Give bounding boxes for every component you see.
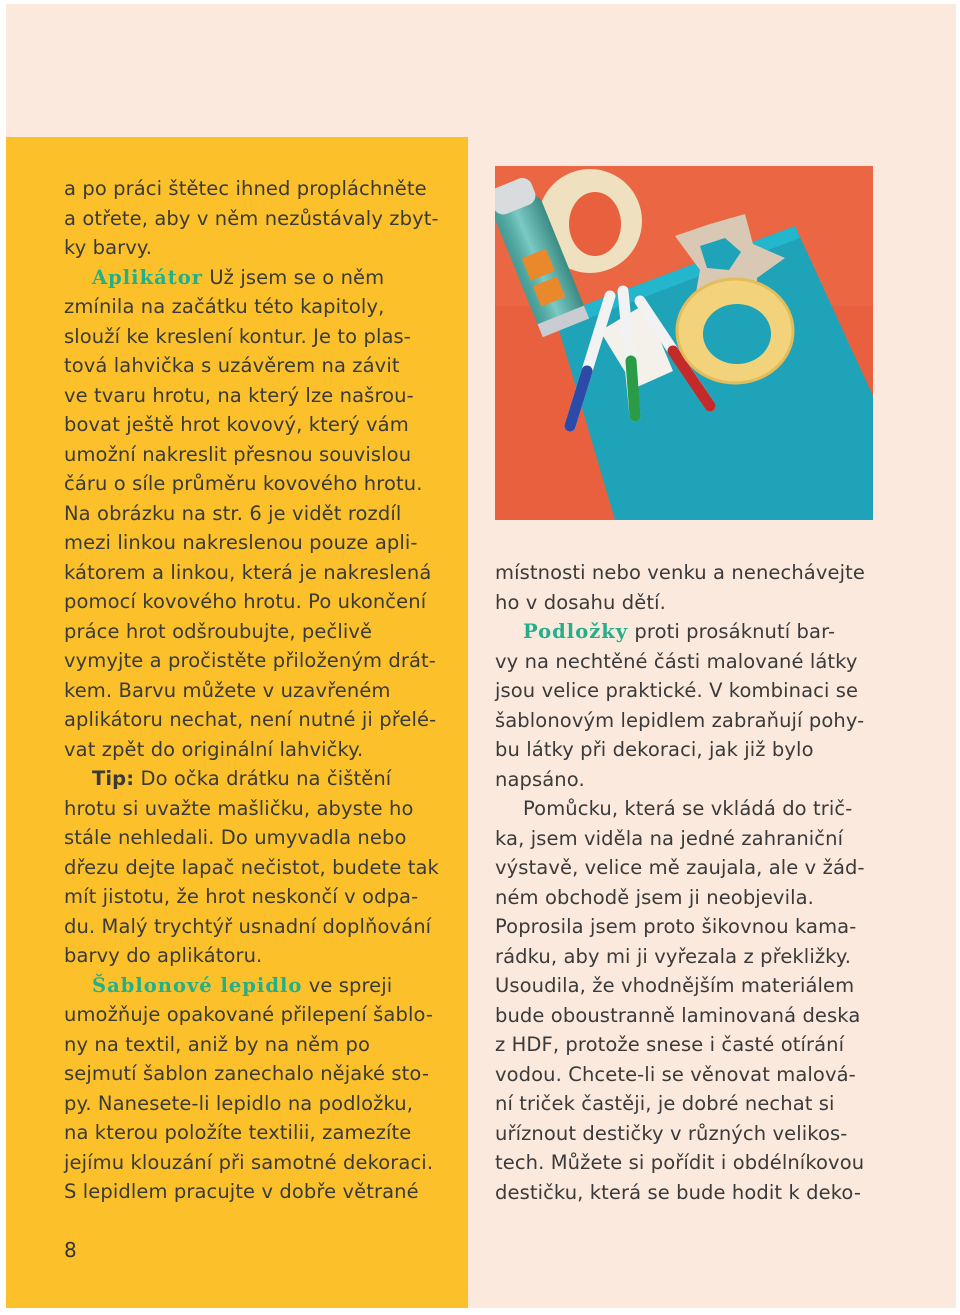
paragraph-tshirt-board: Pomůcku, která se vkládá do trič- ka, jsem viděla na jedné zahraniční výstavě, velice mě zaujala, ale v žád- ném obchodě jsem ji neobjevila. Poprosila jsem proto šikovnou kama- rádku, aby mi ji vyřezala z překližky. Usoudila, že vhodnějším materiálem bude oboustranně laminovaná deska z HDF, protože snese i časté otírání vodou. Chcete-li se věnovat malová- ní triček častěji, je dobré nechat si uříznout destičky v různých velikos- tech. Můžete si pořídit i obdélníkovou destičku, která se bude hodit k deko- xyxy=(495,797,865,1204)
aplikator-text: Už jsem se o něm zmínila na začátku této kapitoly, slouží ke kreslení kontur. Je to plas- tová lahvička s uzávěrem na závit ve tvaru hrotu, na který lze našrou- bovat ještě hrot kovový, který vám umožní nakreslit přesnou souvislou čáru o síle průměru kovového hrotu. Na obrázku na str. 6 je vidět rozdíl mezi linkou nakreslenou pouze apli- kátorem a linkou, která je nakreslená pomocí kovového hrotu. Po ukončení práce hrot odšroubujte, pečlivě vymyjte a pročistěte přiloženým drát- kem. Barvu můžete v uzavřeném aplikátoru nechat, není nutné ji přelé- vat zpět do originální lahvičky. xyxy=(64,265,437,761)
page-number: 8 xyxy=(64,1238,77,1262)
tip-text: Do očka drátku na čištění hrotu si uvažte mašličku, abyste ho stále nehledali. Do umyvadla nebo dřezu dejte lapač nečistot, budete tak mít jistotu, že hrot neskončí v odpa- du. Malý trychtýř usnadní doplňování barvy do aplikátoru. xyxy=(64,767,439,967)
paragraph-tip xyxy=(64,764,454,971)
heading-sablonove-lepidlo: Šablonové lepidlo xyxy=(92,973,303,997)
right-text-column xyxy=(495,558,885,1207)
sablonove-text: ve spreji umožňuje opakované přilepení šablo- ny na textil, aniž by na něm po sejmutí šablon zanechalo nějaké sto- py. Nanesete-li lepidlo na podložku, na kterou položíte textilii, zamezíte jejímu klouzání při samotné dekoraci. S lepidlem pracujte v dobře větrané xyxy=(64,973,434,1203)
podlozky-text: proti prosáknutí bar- vy na nechtěné části malované látky jsou velice praktické. V kombinaci se šablonovým lepidlem zabraňují pohy- bu látky při dekoraci, jak již bylo napsáno. xyxy=(495,620,865,791)
heading-podlozky: Podložky xyxy=(523,620,629,643)
paragraph-aplikator xyxy=(64,263,454,765)
craft-supplies-photo xyxy=(495,166,873,520)
paragraph-ventilation: místnosti nebo venku a nenechávejte ho v dosahu dětí. xyxy=(495,561,865,614)
heading-aplikator: Aplikátor xyxy=(92,265,204,289)
paragraph-podlozky xyxy=(495,617,885,794)
paragraph-brush-cleaning: a po práci štětec ihned propláchněte a otřete, aby v něm nezůstávaly zbyt- ky barvy. xyxy=(64,177,439,259)
left-text-column xyxy=(64,174,454,1207)
paragraph-sablonove-lepidlo xyxy=(64,971,454,1207)
tip-label: Tip: xyxy=(92,767,135,790)
